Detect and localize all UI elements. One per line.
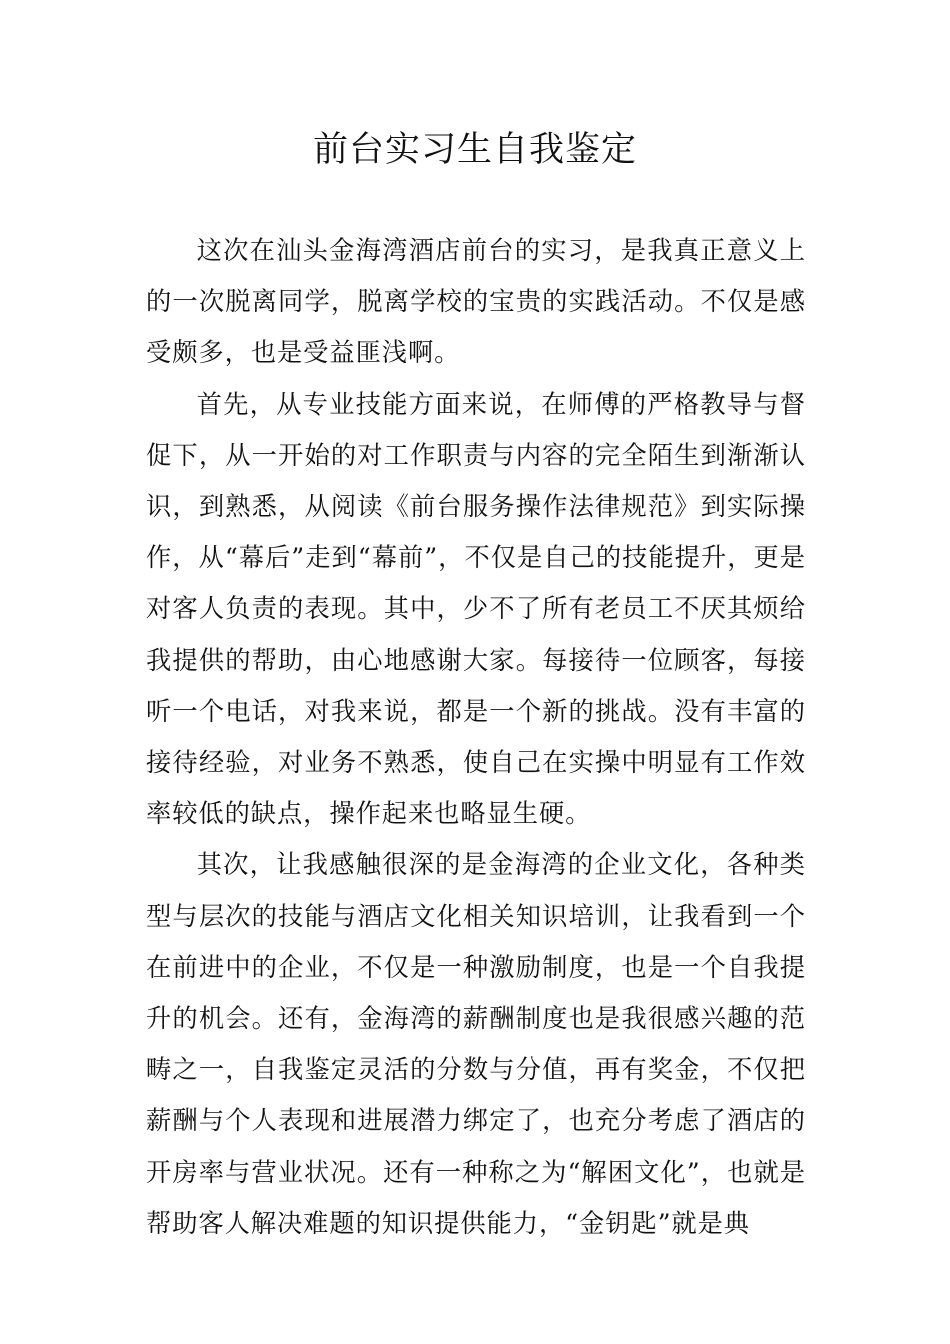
paragraph-2: 首先，从专业技能方面来说，在师傅的严格教导与督促下，从一开始的对工作职责与内容的完全陌生到渐渐认识，到熟悉，从阅读《前台服务操作法律规范》到实际操作，从“幕后”走到“幕前”，不仅是自己的技能提升，更是对客人负责的表现。其中，少不了所有老员工不厌其烦给我提供的帮助，由心地感谢大家。每接待一位顾客，每接听一个电话，对我来说，都是一个新的挑战。没有丰富的接待经验，对业务不熟悉，使自己在实操中明显有工作效率较低的缺点，操作起来也略显生硬。: [146, 389, 806, 829]
paragraph-3: 其次，让我感触很深的是金海湾的企业文化，各种类型与层次的技能与酒店文化相关知识培训，让我看到一个在前进中的企业，不仅是一种激励制度，也是一个自我提升的机会。还有，金海湾的薪酬制度也是我很感兴趣的范畴之一，自我鉴定灵活的分数与分值，再有奖金，不仅把薪酬与个人表现和进展潜力绑定了，也充分考虑了酒店的开房率与营业状况。还有一种称之为“解困文化”，也就是帮助客人解决难题的知识提供能力，“金钥匙”就是典: [146, 850, 806, 1238]
document-body: [146, 225, 806, 1249]
document-title: 前台实习生自我鉴定: [312, 130, 637, 170]
paragraph-1: 这次在汕头金海湾酒店前台的实习，是我真正意义上的一次脱离同学，脱离学校的宝贵的实践活动。不仅是感受颇多，也是受益匪浅啊。: [146, 236, 806, 368]
